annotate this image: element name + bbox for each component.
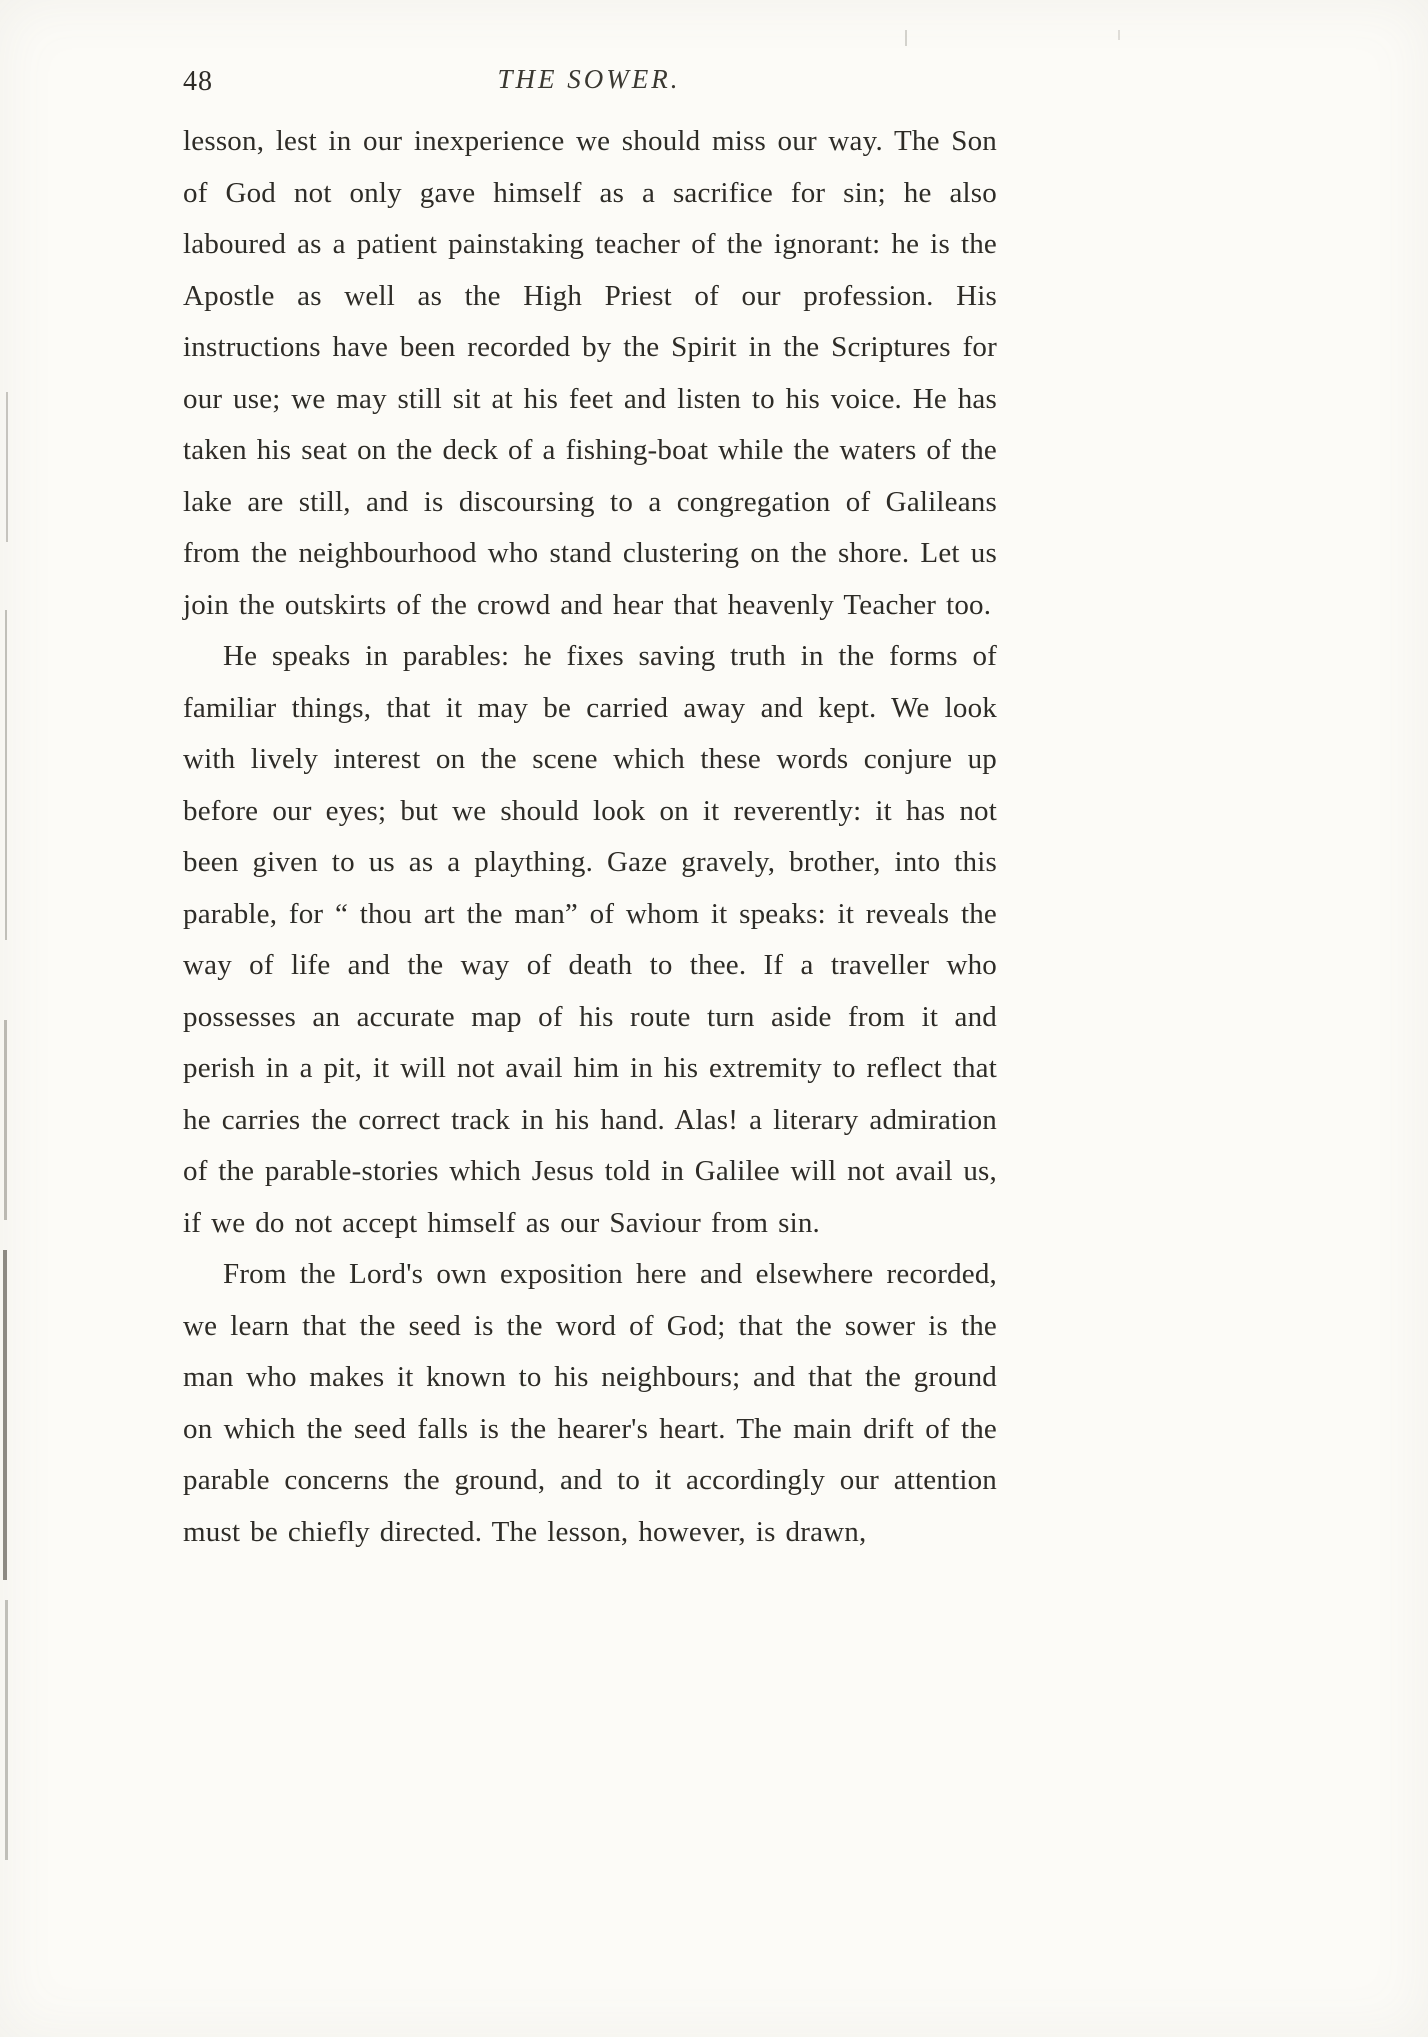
scan-artifact: [905, 30, 907, 46]
running-title: THE SOWER.: [497, 64, 681, 94]
running-header: [183, 60, 995, 104]
paragraph: lesson, lest in our inexperience we should miss our way. The Son of God not only gave himself as a sacrifice for sin; he also laboured as a patient painstaking teacher of the ignorant: he is the Apostle as well as the High Priest of our profession. His instructions have been recorded by the Spirit in the Scriptures for our use; we may still sit at his feet and listen to his voice. He has taken his seat on the deck of a fishing-boat while the waters of the lake are still, and is discoursing to a congregation of Galileans from the neighbourhood who stand clustering on the shore. Let us join the outskirts of the crowd and hear that heavenly Teacher too.: [183, 125, 997, 621]
scan-artifact: [6, 392, 8, 542]
scan-artifact: [1118, 30, 1120, 40]
body-text: [183, 116, 997, 1558]
scan-artifact: [4, 1020, 7, 1220]
scan-artifact: [5, 610, 7, 940]
paragraph: From the Lord's own exposition here and elsewhere recorded, we learn that the seed is the word of God; that the sower is the man who makes it known to his neighbours; and that the ground on which the seed falls is the hearer's heart. The main drift of the parable concerns the ground, and to it accordingly our attention must be chiefly directed. The lesson, however, is drawn,: [183, 1258, 997, 1548]
paragraph: He speaks in parables: he fixes saving truth in the forms of familiar things, that it may be carried away and kept. We look with lively interest on the scene which these words conjure up before our eyes; but we should look on it reverently: it has not been given to us as a plaything. Gaze gravely, brother, into this parable, for “ thou art the man” of whom it speaks: it reveals the way of life and the way of death to thee. If a traveller who possesses an accurate map of his route turn aside from it and perish in a pit, it will not avail him in his extremity to reflect that he carries the correct track in his hand. Alas! a literary admiration of the parable-stories which Jesus told in Galilee will not avail us, if we do not accept himself as our Saviour from sin.: [183, 640, 997, 1239]
scan-artifact: [5, 1600, 8, 1860]
page-number: 48: [183, 66, 213, 97]
scan-artifact: [3, 1250, 7, 1580]
